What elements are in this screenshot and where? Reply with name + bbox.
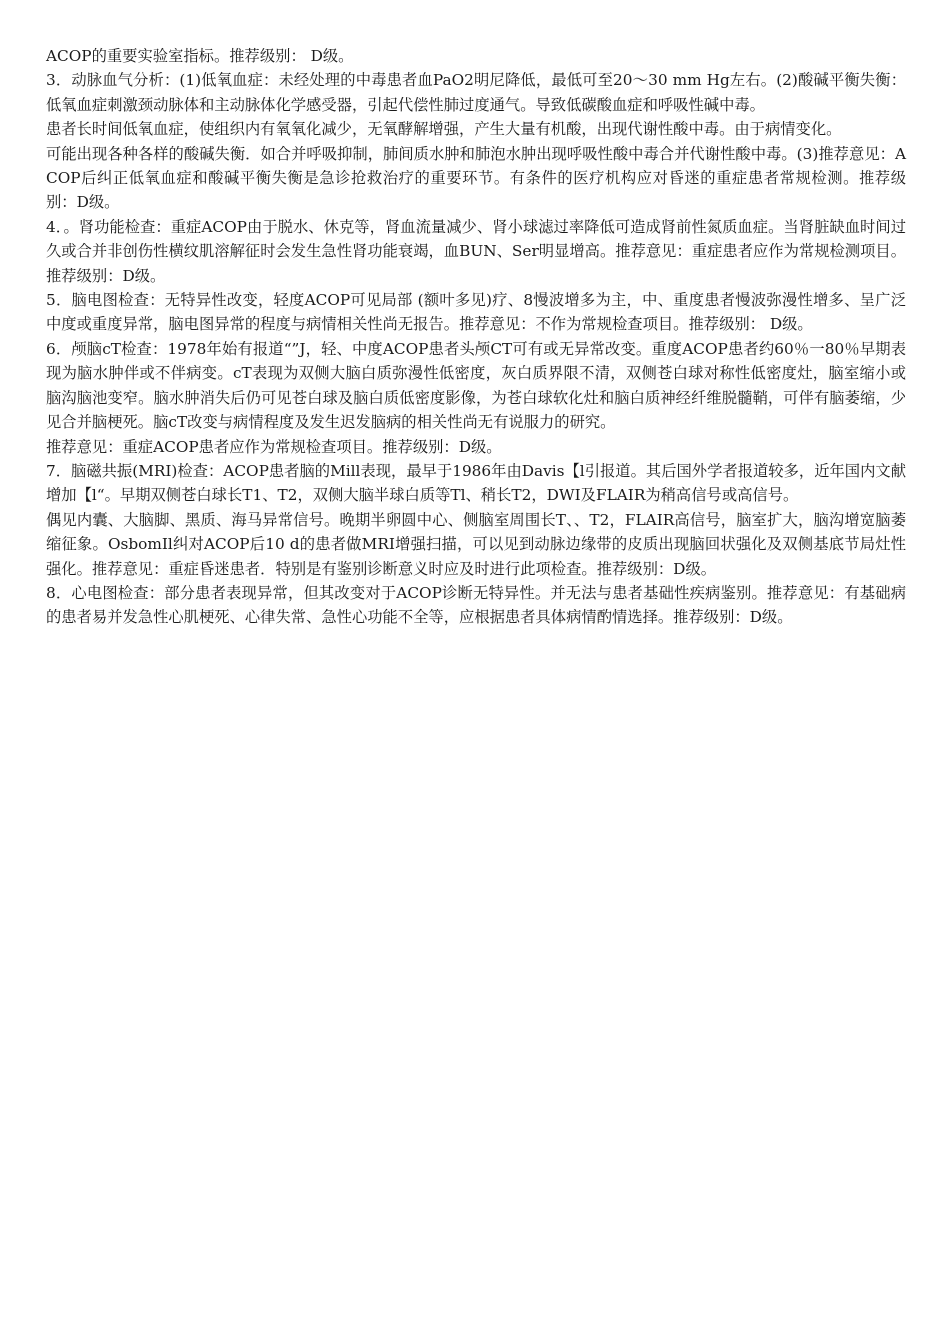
paragraph-ct-recommendation: 推荐意见：重症ACOP患者应作为常规检查项目。推荐级别：D级。 [46, 437, 502, 456]
paragraph-blood-gas-analysis: 3．动脉血气分析：(1)低氧血症：未经处理的中毒患者血PaO2明尼降低，最低可至20～30 mm Hg左右。(2)酸碱平衡失衡：低氧血症刺激颈动脉体和主动脉体化学感受器，引起代偿性肺过度通气。导致低碳酸血症和呼吸性碱中毒。 [46, 71, 906, 114]
paragraph-mri: 7．脑磁共振(MRI)检查：ACOP患者脑的Mill表现，最早于1986年由Davis【l引报道。其后国外学者报道较多，近年国内文献增加【l“。早期双侧苍白球长T1、T2，双侧大脑半球白质等Tl、稍长T2，DWI及FLAIR为稍高信号或高信号。 [46, 461, 906, 505]
paragraph-metabolic-acidosis: 患者长时间低氧血症，使组织内有氧氧化减少，无氧酵解增强，产生大量有机酸，出现代谢性酸中毒。由于病情变化。 [46, 120, 842, 139]
paragraph-eeg: 5．脑电图检查：无特异性改变，轻度ACOP可见局部 (额叶多见)疗、8慢波增多为主，中、重度患者慢波弥漫性增多、呈广泛中度或重度异常，脑电图异常的程度与病情相关性尚无报告。推荐意见：不作为常规检查项目。推荐级别： D级。 [46, 291, 906, 334]
paragraph-acid-base-imbalance: 可能出现各种各样的酸碱失衡．如合并呼吸抑制，肺间质水肿和肺泡水肿出现呼吸性酸中毒合并代谢性酸中毒。(3)推荐意见：ACOP后纠正低氧血症和酸碱平衡失衡是急诊抢救治疗的重要环节。有条件的医疗机构应对昏迷的重症患者常规检测。推荐级别：D级。 [46, 144, 906, 212]
paragraph-renal-function: 4．。肾功能检查：重症ACOP由于脱水、休克等，肾血流量减少、肾小球滤过率降低可造成肾前性氮质血症。当肾脏缺血时间过久或合并非创伤性横纹肌溶解征时会发生急性肾功能衰竭，血BUN、Ser明显增高。推荐意见：重症患者应作为常规检测项目。推荐级别：D级。 [46, 217, 906, 285]
paragraph-acop-indicator: ACOP的重要实验室指标。推荐级别： D级。 [46, 47, 354, 65]
paragraph-ecg: 8．心电图检查：部分患者表现异常，但其改变对于ACOP诊断无特异性。并无法与患者基础性疾病鉴别。推荐意见：有基础病的患者易并发急性心肌梗死、心律失常、急性心功能不全等，应根据患者具体病情酌情选择。推荐级别：D级。 [46, 583, 906, 627]
document-body [46, 44, 906, 630]
paragraph-mri-late-findings: 偶见内囊、大脑脚、黑质、海马异常信号。晚期半卵圆中心、侧脑室周围长T、、T2，FLAIR高信号，脑室扩大，脑沟增宽脑萎缩征象。OsbomIl纠对ACOP后10 d的患者做MRI增强扫描，可以见到动脉边缘带的皮质出现脑回状强化及双侧基底节局灶性强化。推荐意见：重症昏迷患者．特别是有鉴别诊断意义时应及时进行此项检查。推荐级别：D级。 [46, 510, 906, 578]
paragraph-head-ct: 6．颅脑cT检查：1978年始有报道“”J，轻、中度ACOP患者头颅CT可有或无异常改变。重度ACOP患者约60％一80％早期表现为脑水肿伴或不伴病变。cT表现为双侧大脑白质弥漫性低密度，灰白质界限不清，双侧苍白球对称性低密度灶，脑室缩小或脑沟脑池变窄。脑水肿消失后仍可见苍白球及脑白质低密度影像，为苍白球软化灶和脑白质神经纤维脱髓鞘，可伴有脑萎缩，少见合并脑梗死。脑cT改变与病情程度及发生迟发脑病的相关性尚无有说服力的研究。 [46, 339, 906, 432]
